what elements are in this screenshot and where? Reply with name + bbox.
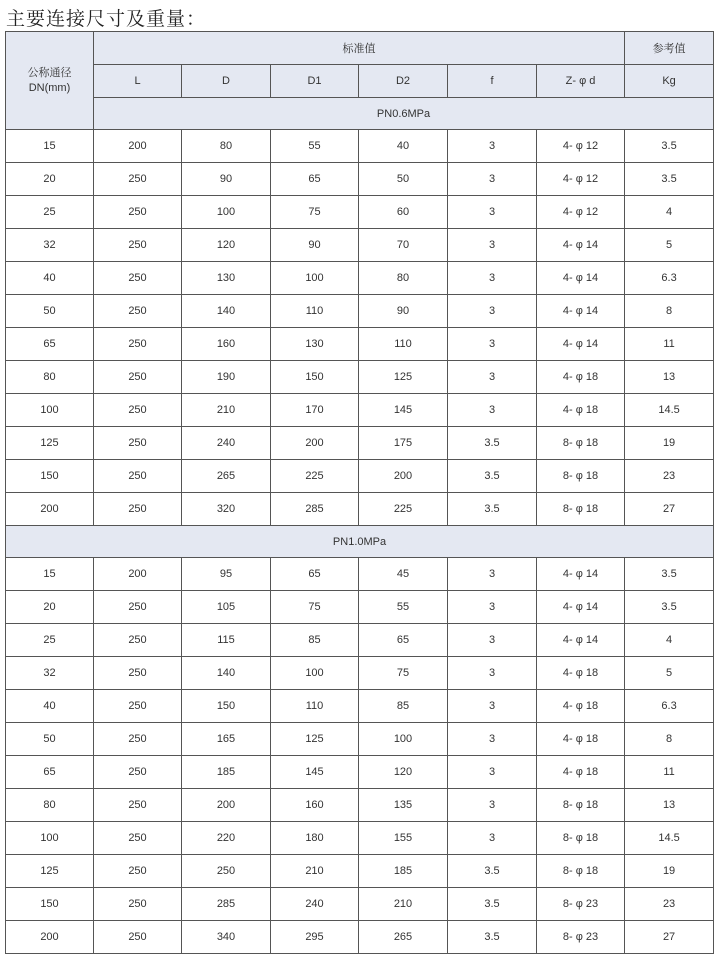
cell-d2: 145 bbox=[359, 394, 448, 427]
cell-l: 250 bbox=[94, 262, 182, 295]
cell-f: 3 bbox=[448, 361, 537, 394]
cell-d1: 125 bbox=[271, 723, 359, 756]
cell-d: 115 bbox=[182, 624, 271, 657]
cell-kg: 8 bbox=[625, 295, 714, 328]
cell-bolts: 4- φ 12 bbox=[537, 163, 625, 196]
cell-d: 285 bbox=[182, 888, 271, 921]
cell-l: 250 bbox=[94, 756, 182, 789]
cell-l: 250 bbox=[94, 855, 182, 888]
pressure-section-label: PN0.6MPa bbox=[94, 98, 714, 130]
cell-f: 3 bbox=[448, 328, 537, 361]
cell-d2: 225 bbox=[359, 493, 448, 526]
cell-d1: 85 bbox=[271, 624, 359, 657]
table-row bbox=[6, 229, 714, 262]
cell-f: 3 bbox=[448, 591, 537, 624]
cell-l: 250 bbox=[94, 690, 182, 723]
cell-l: 250 bbox=[94, 921, 182, 954]
cell-f: 3 bbox=[448, 262, 537, 295]
cell-kg: 13 bbox=[625, 789, 714, 822]
cell-kg: 6.3 bbox=[625, 690, 714, 723]
cell-f: 3 bbox=[448, 196, 537, 229]
cell-dn: 15 bbox=[6, 130, 94, 163]
cell-bolts: 8- φ 23 bbox=[537, 921, 625, 954]
cell-l: 250 bbox=[94, 723, 182, 756]
cell-bolts: 4- φ 18 bbox=[537, 756, 625, 789]
cell-l: 250 bbox=[94, 196, 182, 229]
cell-f: 3 bbox=[448, 163, 537, 196]
cell-kg: 8 bbox=[625, 723, 714, 756]
cell-d: 95 bbox=[182, 558, 271, 591]
cell-dn: 40 bbox=[6, 262, 94, 295]
table-row bbox=[6, 888, 714, 921]
table-row bbox=[6, 130, 714, 163]
cell-kg: 23 bbox=[625, 888, 714, 921]
cell-d1: 75 bbox=[271, 591, 359, 624]
pressure-section-label: PN1.0MPa bbox=[6, 526, 714, 558]
table-row bbox=[6, 657, 714, 690]
cell-bolts: 4- φ 12 bbox=[537, 130, 625, 163]
cell-kg: 14.5 bbox=[625, 822, 714, 855]
cell-bolts: 4- φ 18 bbox=[537, 657, 625, 690]
cell-d: 130 bbox=[182, 262, 271, 295]
cell-d2: 70 bbox=[359, 229, 448, 262]
cell-kg: 27 bbox=[625, 921, 714, 954]
cell-dn: 20 bbox=[6, 163, 94, 196]
cell-f: 3 bbox=[448, 558, 537, 591]
cell-bolts: 4- φ 14 bbox=[537, 262, 625, 295]
cell-bolts: 4- φ 14 bbox=[537, 295, 625, 328]
cell-d: 150 bbox=[182, 690, 271, 723]
cell-l: 250 bbox=[94, 789, 182, 822]
cell-l: 250 bbox=[94, 591, 182, 624]
table-row bbox=[6, 921, 714, 954]
cell-d2: 155 bbox=[359, 822, 448, 855]
cell-bolts: 4- φ 14 bbox=[537, 229, 625, 262]
cell-f: 3 bbox=[448, 130, 537, 163]
cell-d: 100 bbox=[182, 196, 271, 229]
table-row bbox=[6, 591, 714, 624]
cell-d1: 285 bbox=[271, 493, 359, 526]
cell-f: 3 bbox=[448, 723, 537, 756]
cell-dn: 40 bbox=[6, 690, 94, 723]
cell-d2: 45 bbox=[359, 558, 448, 591]
cell-d: 265 bbox=[182, 460, 271, 493]
cell-d1: 130 bbox=[271, 328, 359, 361]
cell-d: 80 bbox=[182, 130, 271, 163]
table-row bbox=[6, 855, 714, 888]
cell-d: 200 bbox=[182, 789, 271, 822]
cell-d1: 295 bbox=[271, 921, 359, 954]
column-header-d1: D1 bbox=[271, 65, 359, 98]
cell-d1: 240 bbox=[271, 888, 359, 921]
cell-d1: 200 bbox=[271, 427, 359, 460]
cell-l: 250 bbox=[94, 822, 182, 855]
cell-kg: 23 bbox=[625, 460, 714, 493]
cell-dn: 20 bbox=[6, 591, 94, 624]
column-header-l: L bbox=[94, 65, 182, 98]
cell-d: 320 bbox=[182, 493, 271, 526]
reference-value-header: 参考值 bbox=[625, 32, 714, 65]
cell-dn: 150 bbox=[6, 460, 94, 493]
table-row bbox=[6, 822, 714, 855]
cell-d1: 75 bbox=[271, 196, 359, 229]
cell-l: 250 bbox=[94, 657, 182, 690]
column-header-f: f bbox=[448, 65, 537, 98]
cell-d: 340 bbox=[182, 921, 271, 954]
cell-l: 250 bbox=[94, 328, 182, 361]
cell-bolts: 4- φ 18 bbox=[537, 690, 625, 723]
cell-d: 185 bbox=[182, 756, 271, 789]
cell-d: 240 bbox=[182, 427, 271, 460]
cell-dn: 125 bbox=[6, 427, 94, 460]
cell-dn: 65 bbox=[6, 756, 94, 789]
cell-d2: 175 bbox=[359, 427, 448, 460]
cell-f: 3.5 bbox=[448, 493, 537, 526]
cell-d2: 210 bbox=[359, 888, 448, 921]
dimension-weight-table bbox=[5, 31, 714, 954]
cell-bolts: 8- φ 18 bbox=[537, 855, 625, 888]
cell-l: 200 bbox=[94, 130, 182, 163]
cell-kg: 19 bbox=[625, 427, 714, 460]
cell-d: 220 bbox=[182, 822, 271, 855]
cell-dn: 100 bbox=[6, 394, 94, 427]
cell-dn: 200 bbox=[6, 921, 94, 954]
cell-d1: 55 bbox=[271, 130, 359, 163]
table-row bbox=[6, 756, 714, 789]
cell-f: 3.5 bbox=[448, 921, 537, 954]
cell-d: 165 bbox=[182, 723, 271, 756]
cell-d1: 90 bbox=[271, 229, 359, 262]
cell-f: 3 bbox=[448, 657, 537, 690]
cell-dn: 32 bbox=[6, 657, 94, 690]
dn-header-unit: DN(mm) bbox=[28, 81, 71, 94]
cell-f: 3.5 bbox=[448, 427, 537, 460]
cell-d1: 100 bbox=[271, 657, 359, 690]
cell-bolts: 4- φ 14 bbox=[537, 591, 625, 624]
cell-l: 250 bbox=[94, 888, 182, 921]
cell-kg: 14.5 bbox=[625, 394, 714, 427]
cell-d2: 40 bbox=[359, 130, 448, 163]
table-row bbox=[6, 295, 714, 328]
cell-d1: 110 bbox=[271, 690, 359, 723]
cell-dn: 100 bbox=[6, 822, 94, 855]
cell-l: 250 bbox=[94, 427, 182, 460]
cell-d2: 100 bbox=[359, 723, 448, 756]
cell-d1: 170 bbox=[271, 394, 359, 427]
cell-d1: 180 bbox=[271, 822, 359, 855]
table-row bbox=[6, 558, 714, 591]
table-row bbox=[6, 460, 714, 493]
cell-f: 3 bbox=[448, 822, 537, 855]
cell-d1: 100 bbox=[271, 262, 359, 295]
cell-f: 3 bbox=[448, 624, 537, 657]
cell-dn: 25 bbox=[6, 624, 94, 657]
column-header-d2: D2 bbox=[359, 65, 448, 98]
cell-f: 3 bbox=[448, 789, 537, 822]
cell-bolts: 4- φ 18 bbox=[537, 394, 625, 427]
cell-d2: 50 bbox=[359, 163, 448, 196]
cell-d: 90 bbox=[182, 163, 271, 196]
cell-f: 3 bbox=[448, 756, 537, 789]
cell-bolts: 8- φ 23 bbox=[537, 888, 625, 921]
cell-kg: 5 bbox=[625, 229, 714, 262]
table-row bbox=[6, 624, 714, 657]
cell-d2: 60 bbox=[359, 196, 448, 229]
column-header-kg: Kg bbox=[625, 65, 714, 98]
cell-kg: 11 bbox=[625, 756, 714, 789]
cell-d2: 85 bbox=[359, 690, 448, 723]
table-row bbox=[6, 328, 714, 361]
cell-dn: 125 bbox=[6, 855, 94, 888]
cell-d1: 65 bbox=[271, 558, 359, 591]
column-header-d: D bbox=[182, 65, 271, 98]
table-body bbox=[6, 130, 714, 954]
cell-f: 3 bbox=[448, 394, 537, 427]
cell-l: 250 bbox=[94, 460, 182, 493]
table-row bbox=[6, 427, 714, 460]
cell-l: 250 bbox=[94, 493, 182, 526]
cell-bolts: 8- φ 18 bbox=[537, 427, 625, 460]
cell-f: 3.5 bbox=[448, 855, 537, 888]
table-row bbox=[6, 723, 714, 756]
table-row bbox=[6, 690, 714, 723]
cell-dn: 15 bbox=[6, 558, 94, 591]
cell-d: 160 bbox=[182, 328, 271, 361]
cell-d: 120 bbox=[182, 229, 271, 262]
table-row bbox=[6, 789, 714, 822]
cell-bolts: 4- φ 14 bbox=[537, 558, 625, 591]
cell-bolts: 4- φ 14 bbox=[537, 624, 625, 657]
cell-dn: 80 bbox=[6, 361, 94, 394]
cell-d1: 225 bbox=[271, 460, 359, 493]
cell-l: 250 bbox=[94, 229, 182, 262]
cell-bolts: 4- φ 18 bbox=[537, 723, 625, 756]
cell-dn: 50 bbox=[6, 295, 94, 328]
cell-bolts: 8- φ 18 bbox=[537, 493, 625, 526]
cell-d1: 160 bbox=[271, 789, 359, 822]
cell-l: 250 bbox=[94, 295, 182, 328]
cell-kg: 11 bbox=[625, 328, 714, 361]
cell-d2: 120 bbox=[359, 756, 448, 789]
cell-dn: 150 bbox=[6, 888, 94, 921]
cell-d2: 135 bbox=[359, 789, 448, 822]
page-title: 主要连接尺寸及重量： bbox=[6, 8, 207, 30]
cell-kg: 5 bbox=[625, 657, 714, 690]
cell-bolts: 8- φ 18 bbox=[537, 460, 625, 493]
cell-bolts: 4- φ 14 bbox=[537, 328, 625, 361]
cell-f: 3 bbox=[448, 295, 537, 328]
cell-l: 250 bbox=[94, 394, 182, 427]
section-row bbox=[6, 98, 714, 130]
cell-kg: 3.5 bbox=[625, 591, 714, 624]
cell-kg: 3.5 bbox=[625, 558, 714, 591]
cell-kg: 13 bbox=[625, 361, 714, 394]
cell-d1: 110 bbox=[271, 295, 359, 328]
cell-d: 210 bbox=[182, 394, 271, 427]
cell-l: 250 bbox=[94, 624, 182, 657]
cell-d: 250 bbox=[182, 855, 271, 888]
dn-header-label: 公称通径 bbox=[27, 66, 72, 79]
cell-d2: 80 bbox=[359, 262, 448, 295]
standard-value-header: 标准值 bbox=[94, 32, 625, 65]
cell-d: 190 bbox=[182, 361, 271, 394]
cell-f: 3.5 bbox=[448, 888, 537, 921]
table-header bbox=[6, 32, 714, 130]
cell-bolts: 4- φ 18 bbox=[537, 361, 625, 394]
section-row bbox=[6, 526, 714, 558]
cell-bolts: 8- φ 18 bbox=[537, 789, 625, 822]
table-row bbox=[6, 394, 714, 427]
cell-dn: 65 bbox=[6, 328, 94, 361]
cell-dn: 32 bbox=[6, 229, 94, 262]
cell-kg: 19 bbox=[625, 855, 714, 888]
cell-dn: 50 bbox=[6, 723, 94, 756]
cell-dn: 200 bbox=[6, 493, 94, 526]
cell-l: 200 bbox=[94, 558, 182, 591]
cell-kg: 3.5 bbox=[625, 163, 714, 196]
cell-l: 250 bbox=[94, 163, 182, 196]
cell-d: 105 bbox=[182, 591, 271, 624]
dn-column-header bbox=[6, 32, 94, 130]
table-row bbox=[6, 361, 714, 394]
cell-kg: 4 bbox=[625, 196, 714, 229]
cell-bolts: 8- φ 18 bbox=[537, 822, 625, 855]
table-row bbox=[6, 493, 714, 526]
table-row bbox=[6, 262, 714, 295]
cell-dn: 80 bbox=[6, 789, 94, 822]
cell-d: 140 bbox=[182, 295, 271, 328]
cell-d1: 210 bbox=[271, 855, 359, 888]
cell-kg: 3.5 bbox=[625, 130, 714, 163]
cell-d2: 55 bbox=[359, 591, 448, 624]
cell-kg: 4 bbox=[625, 624, 714, 657]
cell-l: 250 bbox=[94, 361, 182, 394]
cell-d1: 65 bbox=[271, 163, 359, 196]
cell-d2: 110 bbox=[359, 328, 448, 361]
cell-f: 3.5 bbox=[448, 460, 537, 493]
cell-bolts: 4- φ 12 bbox=[537, 196, 625, 229]
column-header-bolts: Z- φ d bbox=[537, 65, 625, 98]
cell-d2: 90 bbox=[359, 295, 448, 328]
cell-f: 3 bbox=[448, 229, 537, 262]
cell-d2: 200 bbox=[359, 460, 448, 493]
cell-dn: 25 bbox=[6, 196, 94, 229]
cell-f: 3 bbox=[448, 690, 537, 723]
table-row bbox=[6, 196, 714, 229]
cell-d1: 150 bbox=[271, 361, 359, 394]
cell-d2: 265 bbox=[359, 921, 448, 954]
cell-d1: 145 bbox=[271, 756, 359, 789]
cell-kg: 6.3 bbox=[625, 262, 714, 295]
cell-d2: 125 bbox=[359, 361, 448, 394]
cell-kg: 27 bbox=[625, 493, 714, 526]
cell-d: 140 bbox=[182, 657, 271, 690]
table-row bbox=[6, 163, 714, 196]
cell-d2: 75 bbox=[359, 657, 448, 690]
cell-d2: 185 bbox=[359, 855, 448, 888]
cell-d2: 65 bbox=[359, 624, 448, 657]
